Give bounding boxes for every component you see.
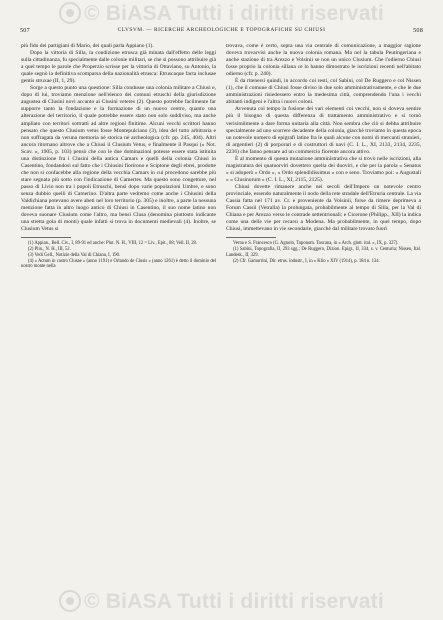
running-header — [20, 27, 423, 39]
left-paragraph: Sorge a questo punto una questione: Silla condusse una colonia militare a Chiusi e, dopo di lui, troviamo menzione nell'elenco dei comuni etruschi della giurisdizione augustea di Clusini novi accanto ai Clusini veteres (2). Questo potrebbe facilmente far supporre tanto la fondazione e la formazione di un nuovo centro, quanto una alterazione del territorio, il quale potrebbe essere stato non solo suddiviso, ma anche ampliato con territori sottratti ad altre regioni finitime. Alcuni vecchi scrittori hanno pensato che questo Clusium vetus fosse Montepulciano (3), idea del tutto arbitraria e non suffragata da veruna memoria nè storica nè archeologica (cfr. pp. 245, 404). Altri ancora ritornano altrove che a Chiusi il Clusium Vetus, e finalmente il Pasqui (« Not. Scav. », 1905, p. 103) pensò che con le due dominazioni potesse essere stata istituita una distinzione fra i Clusini della antica Camars e quelli della colonia Chiusi in Casentino, fondandosi sul fatto che i Chiusini fiorirono e Sciptone degli ebrei, prodotte che non si confacebbe alla regione della vecchia Camars in cui procedono sarebbe più stare segnata più sotto con l'indicazione di Camertes. Ma questo sono congetture, nel passo di Livio non tra i popoli Etruschi, bensì dopo varie popolazioni Umbre, e sono senza dubbio quelli di Camerino. D'altra parte vedremo come anche i Chiusini della Valdichiana potevano avere abeti nel loro territorio (p. 305) e inoltre, a parte la nessuna menzione fatta in altro luogo antico di Chiusi in Casentino, il suo nome latino non doveva suonare Clusium come l'altro, ma bensì Clusa (denomina piuttosto indicante una stretta gola di monti) quale infatti si trova in documenti medievali (4). Inoltre, se Clusium Vetus si — [21, 85, 216, 233]
right-paragraph: Avvenuta col tempo la fusione dei vari elementi coi vecchi, non si doveva sentire più il bisogno di questa differenza di trattamento amministrativo e si tornò verisimilmente a dare forma unitaria alla città. Non sembra che ciò si debba attribuire specialmente ad uno scorrere decadente della colonia, giacchè troviamo in questa epoca un notevole numero di epigrafi latine fra le quali alcune con nomi di mercanti stranieri, di argentieri (2) di porporari e di costruttori di navi (C. I. L., XI, 2133, 2134, 2235, 2236) che fanno pensare ad un commercio fiorente ancora attivo. — [226, 106, 421, 155]
watermark-bottom — [0, 590, 443, 614]
watermark-text: © BiASA Tutti i diritti riservati — [84, 2, 384, 25]
footnote: (3) Vedi Gell., Notizie della Val di Chiana, I, 190. — [28, 252, 121, 258]
footnote: (1) Sabini, Topografia, II, 293 sgg.; De Ruggero, Dizion. Epigr., II, 334, s. v. Centuria; Nissen, Ital. Landesk., II, 329. — [226, 247, 421, 258]
running-title: CLVSVM. — RICERCHE ARCHEOLOGICHE E TOPOGRAFICHE SU CHIUSI — [117, 27, 326, 33]
right-paragraph: Chiusi dovette rimanere anche nei secoli dell'Impero un notevole centro provinciale, essendo naturalmente il nodo della rete stradale dell'Etruria centrale. La via Cassia fatta nel 171 av. Cr. e proveniente da Volsinii, forse da rimere deprimeva a Forum Cassii (Vetralla) la prolungata, probabilmente al tempo di Silla, per la Val di Chiana e per Arezzo verso le contrade settentrionali; e Cicerone (Philipp., XII) la indica come una delle vie per recarsi a Modena. Ma probabilmente, in quel tempo, dopo Chiusi, immettevano in vie secondarie, giacchè dal militare trovato fuori — [226, 183, 421, 233]
right-paragraph: trovava, come è certo, sopra una via centrale di comunicazione, a maggior ragione doveva trovarvisi anche la nuova colonia romana. Ma nel la tabula Peutingeriana e anche stazione di tra Arezzo e Volsinii se non un unico Clusium. Che l'odierno Chiusi fosse proprio la colonia sillana ce lo hanno dimostrato le iscrizioni recenti nell'abitato odierno (cfr. p. 240). — [226, 43, 421, 78]
footnote-rule — [21, 237, 71, 238]
footnote: (2) Plin., N. H., III, 52. — [28, 247, 71, 253]
page-number-right: 508 — [413, 27, 423, 34]
left-paragraph: Dopo la vittoria di Silla, la condizione etrusca già minata dall'effetto delle leggi sulla cittadinanza, fu specialmente dalle colonie militari, se che si possono attribuire già a quel tempo le parole che Properzio scrisse per la vittoria di Ottaviano, su Antonio, la quale segnò la definitiva scomparsa della nazionalità etrusca: Etruscaque facta inclusae gentis struxae (II, 1, 29). — [21, 50, 217, 85]
footnote: Verna e S. Francesco (G. Agnolo, Toponom. Toscana, in « Arch. glott. ital. », IX, p. 327). — [233, 241, 399, 247]
right-paragraph: È al momento di questa mutazione amministrativa che si trovò nelle iscrizioni, alla magistratura dei quatuorviri dovettero quella dei duoviri, e che per la parola « Senatus » si adoperò « Ordo », « Ordo splendidissimus » con e seno. Troviamo poi: « Augustali » « Clusinorum » (C. I. L., XI, 2115, 2125). — [226, 155, 421, 183]
left-footnotes — [21, 241, 216, 270]
watermark-top — [0, 2, 443, 26]
left-column — [21, 43, 216, 270]
biasa-logo-icon — [59, 590, 81, 612]
page-number-left: 507 — [20, 27, 30, 34]
footnote: (2) Cfr. Gamurrini, Dir. etrus. industr., I, in « Klio » XIV (1914), p. 184 n. 134. — [233, 258, 380, 264]
footnote: (4) « Actum in castro Clusae » (anno 1191) e Orlando de Clusis » (anno 1261) è detto il dominio del nostro monte nella — [21, 258, 216, 270]
left-paragraph: più fido dei partigiani di Mario, dei quali parla Appiano (1). — [21, 43, 154, 49]
right-footnotes — [226, 241, 421, 264]
footnote-rule — [226, 237, 276, 238]
right-paragraph: È da ritenersi quindi, in accordo coi resti, col Sabini, col De Ruggero e col Nissen (1), che il comune di Chiusi fosse diviso in due solo amministrativamente, e che le due amministrazioni risiedessero entro la medesima città, comprendendo l'una i vecchi abitanti indigeni e l'altra i nuovi coloni. — [226, 78, 421, 106]
footnote: (1) Appian., Bell. Civ., I, 89-91 ed anche: Plut. N. H., VIII, 12 = Liv., Epit., 88; Vell. II, 28. — [28, 241, 198, 247]
biasa-logo-icon — [59, 2, 81, 24]
right-column — [226, 43, 421, 264]
watermark-text: © BiASA Tutti i diritti riservati — [84, 590, 384, 613]
